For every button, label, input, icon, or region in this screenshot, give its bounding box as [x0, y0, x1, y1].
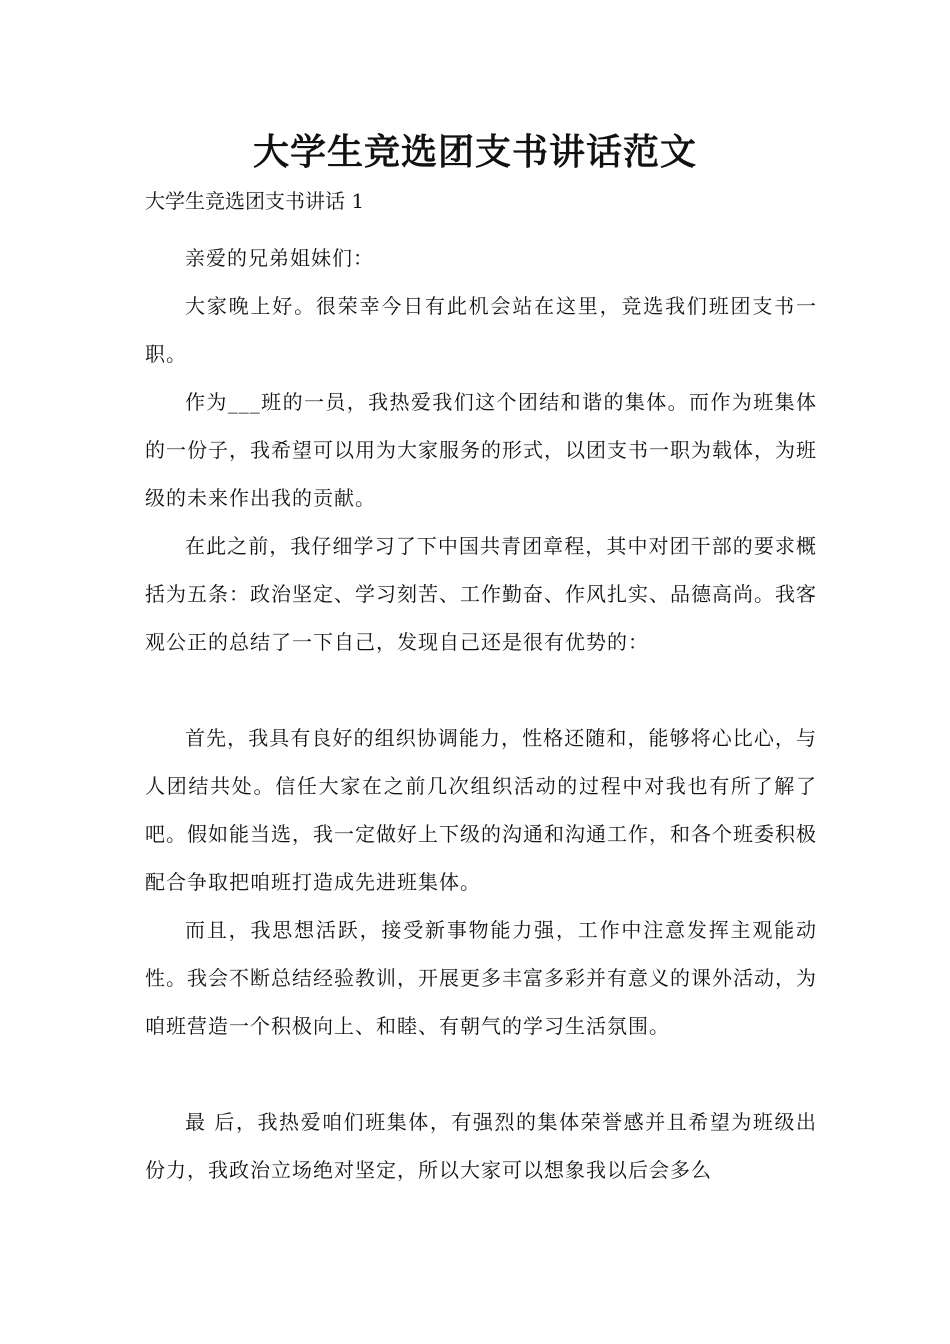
paragraph-spacer — [145, 1050, 817, 1098]
paragraph-last-point: 最 后，我热爱咱们班集体，有强烈的集体荣誉感并且希望为班级出份力，我政治立场绝对坚定，所以大家可以想象我以后会多么 — [145, 1110, 817, 1182]
document-title: 大学生竞选团支书讲话范文 — [252, 132, 697, 173]
paragraph-opening: 大家晚上好。很荣幸今日有此机会站在这里，竞选我们班团支书一职。 — [145, 294, 817, 366]
paragraph-spacer — [145, 666, 817, 714]
paragraph-requirements: 在此之前，我仔细学习了下中国共青团章程，其中对团干部的要求概括为五条：政治坚定、学习刻苦、工作勤奋、作风扎实、品德高尚。我客观公正的总结了一下自己，发现自己还是很有优势的： — [145, 534, 817, 654]
document-body — [145, 234, 817, 1194]
paragraph-second-point: 而且，我思想活跃，接受新事物能力强，工作中注意发挥主观能动性。我会不断总结经验教训，开展更多丰富多彩并有意义的课外活动，为咱班营造一个积极向上、和睦、有朝气的学习生活氛围。 — [145, 918, 817, 1038]
paragraph-first-point: 首先，我具有良好的组织协调能力，性格还随和，能够将心比心，与人团结共处。信任大家在之前几次组织活动的过程中对我也有所了解了吧。假如能当选，我一定做好上下级的沟通和沟通工作，和各个班委积极配合争取把咱班打造成先进班集体。 — [145, 726, 817, 894]
document-subtitle: 大学生竞选团支书讲话 1 — [145, 189, 365, 213]
paragraph-motivation: 作为___班的一员，我热爱我们这个团结和谐的集体。而作为班集体的一份子，我希望可以用为大家服务的形式，以团支书一职为载体，为班级的未来作出我的贡献。 — [145, 390, 817, 510]
paragraph-greeting: 亲爱的兄弟姐妹们： — [185, 246, 374, 270]
